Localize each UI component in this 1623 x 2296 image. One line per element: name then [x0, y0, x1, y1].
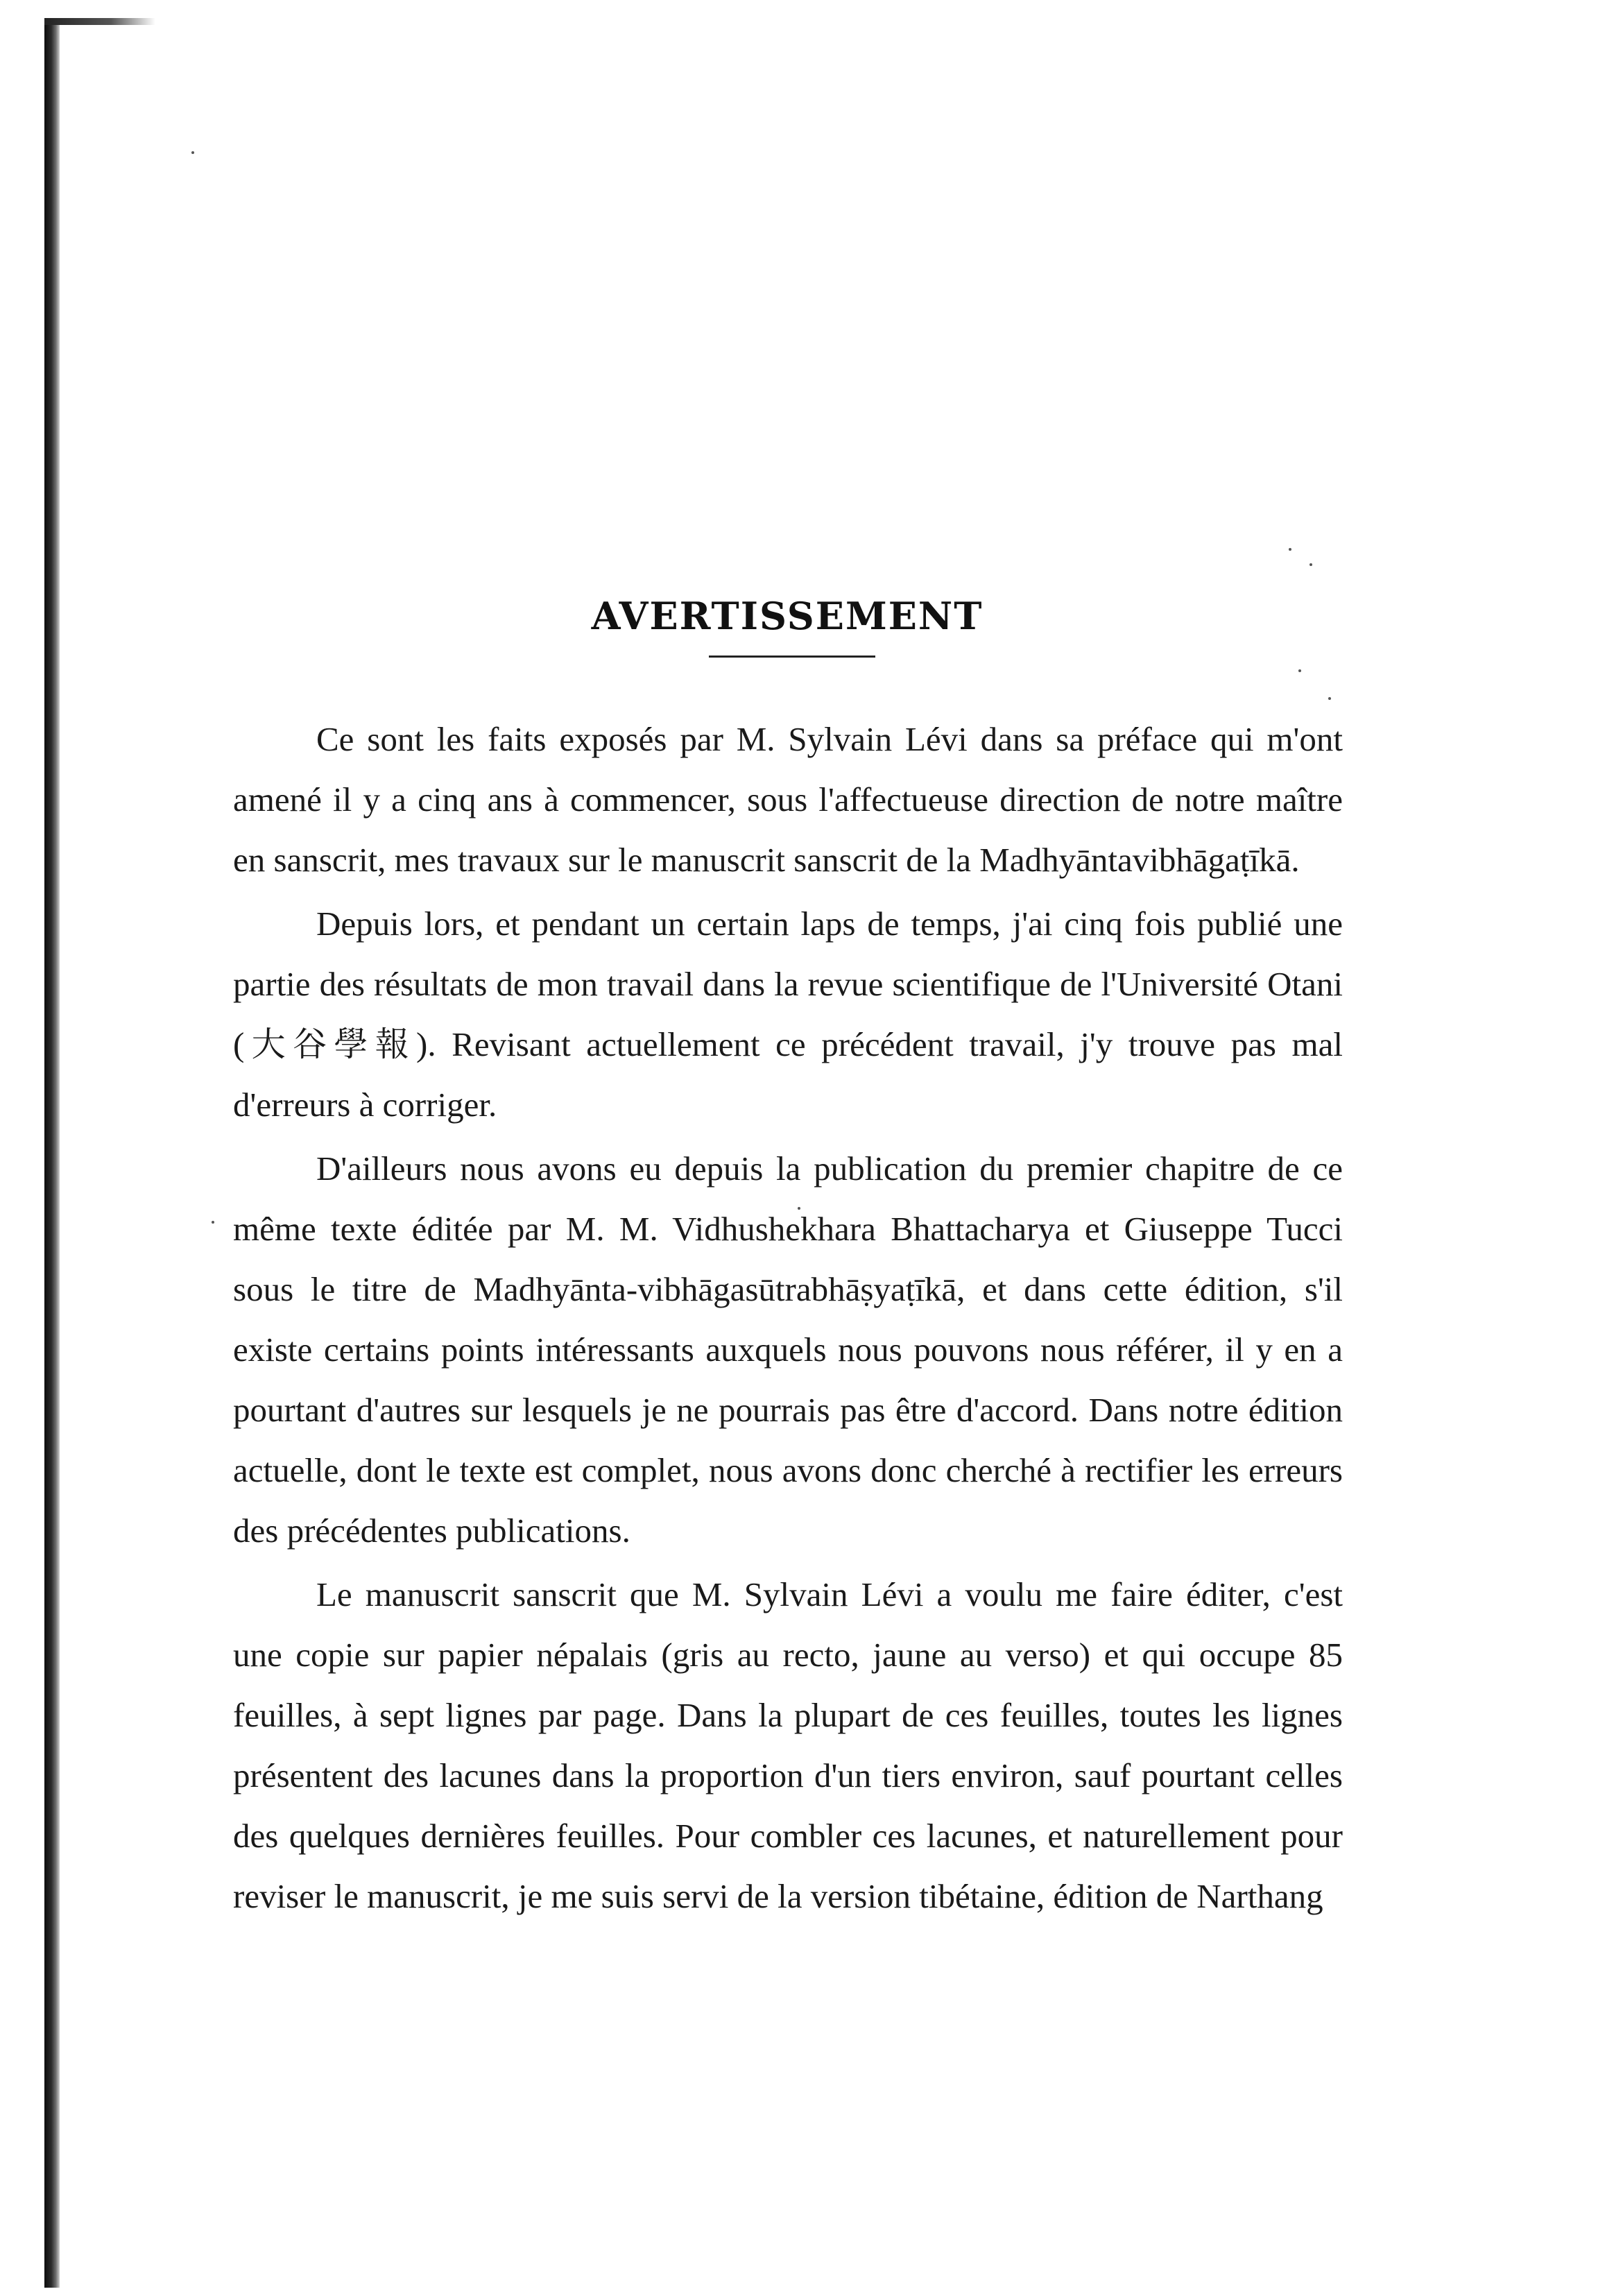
body-text: [233, 709, 1343, 1930]
binding-edge-top: [44, 18, 155, 25]
paragraph-3: D'ailleurs nous avons eu depuis la publication du premier chapitre de ce même texte éditée par M. M. Vidhushekhara Bhattacharya et Giuseppe Tucci sous le titre de Madhyānta-vibhāgasūtrabhāṣyaṭīkā, et dans cette édition, s'il existe certains points intéressants auxquels nous pouvons nous référer, il y en a pourtant d'autres sur lesquels je ne pourrais pas être d'accord. Dans notre édition actuelle, dont le texte est complet, nous avons donc cherché à rectifier les erreurs des précédentes publications.: [233, 1149, 1343, 1550]
scan-speck: [1309, 563, 1312, 566]
binding-edge: [44, 19, 60, 2288]
paragraph-1: Ce sont les faits exposés par M. Sylvain Lévi dans sa préface qui m'ont amené il y a cinq ans à commencer, sous l'affectueuse direction de notre maître en sanscrit, mes travaux sur le manuscrit sanscrit de la Madhyāntavibhāgaṭīkā.: [233, 720, 1343, 879]
title-divider: [709, 656, 875, 658]
scan-speck: [1289, 548, 1291, 551]
scan-speck: [191, 151, 194, 154]
scan-speck: [1298, 669, 1301, 672]
scan-speck: [1328, 697, 1331, 700]
page-title: AVERTISSEMENT: [591, 594, 984, 639]
scan-speck: [212, 1221, 214, 1224]
paragraph-2: Depuis lors, et pendant un certain laps de temps, j'ai cinq fois publié une partie des résultats de mon travail dans la revue scientifique de l'Université Otani (大谷學報). Revisant actuellement ce précédent travail, j'y trouve pas mal d'erreurs à corriger.: [233, 905, 1343, 1124]
paragraph-4: Le manuscrit sanscrit que M. Sylvain Lévi a voulu me faire éditer, c'est une copie sur papier népalais (gris au recto, jaune au verso) et qui occupe 85 feuilles, à sept lignes par page. Dans la plupart de ces feuilles, toutes les lignes présentent des lacunes dans la proportion d'un tiers environ, sauf pourtant celles des quelques dernières feuilles. Pour combler ces lacunes, et naturellement pour reviser le manuscrit, je me suis servi de la version tibétaine, édition de Narthang: [233, 1575, 1343, 1915]
